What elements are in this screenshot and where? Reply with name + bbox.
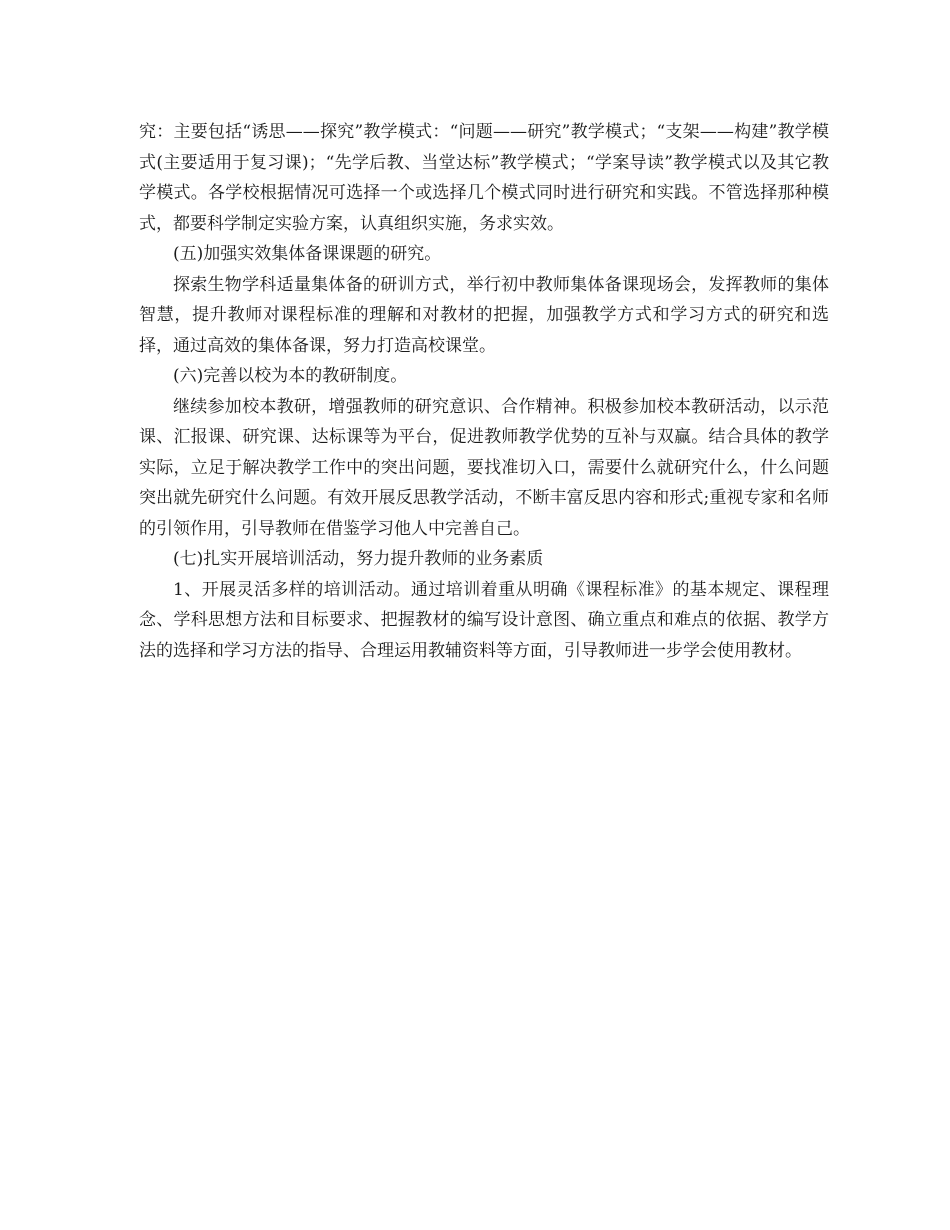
paragraph-continued-research-models: 究：主要包括“诱思——探究”教学模式：“问题——研究”教学模式；“支架——构建”教学模式(主要适用于复习课)；“先学后教、当堂达标”教学模式；“学案导读”教学模式以及其它教学模式。各学校根据情况可选择一个或选择几个模式同时进行研究和实践。不管选择那种模式，都要科学制定实验方案，认真组织实施，务求实效。 [139,122,829,234]
section-heading-7: (七)扎实开展培训活动，努力提升教师的业务素质 [173,549,544,569]
section-heading-6: (六)完善以校为本的教研制度。 [173,366,408,386]
section-heading-5: (五)加强实效集体备课课题的研究。 [173,244,442,264]
paragraph-training-activities: 1、开展灵活多样的培训活动。通过培训着重从明确《课程标准》的基本规定、课程理念、学科思想方法和目标要求、把握教材的编写设计意图、确立重点和难点的依据、教学方法的选择和学习方法的指导、合理运用教辅资料等方面，引导教师进一步学会使用教材。 [139,579,829,661]
document-body [139,117,829,666]
paragraph-collective-lesson-prep: 探索生物学科适量集体备的研训方式，举行初中教师集体备课现场会，发挥教师的集体智慧，提升教师对课程标准的理解和对教材的把握，加强教学方式和学习方式的研究和选择，通过高效的集体备课，努力打造高校课堂。 [139,274,829,356]
paragraph-school-based-research: 继续参加校本教研，增强教师的研究意识、合作精神。积极参加校本教研活动，以示范课、汇报课、研究课、达标课等为平台，促进教师教学优势的互补与双赢。结合具体的教学实际，立足于解决教学工作中的突出问题，要找准切入口，需要什么就研究什么，什么问题突出就先研究什么问题。有效开展反思教学活动，不断丰富反思内容和形式;重视专家和名师的引领作用，引导教师在借鉴学习他人中完善自己。 [139,396,829,539]
